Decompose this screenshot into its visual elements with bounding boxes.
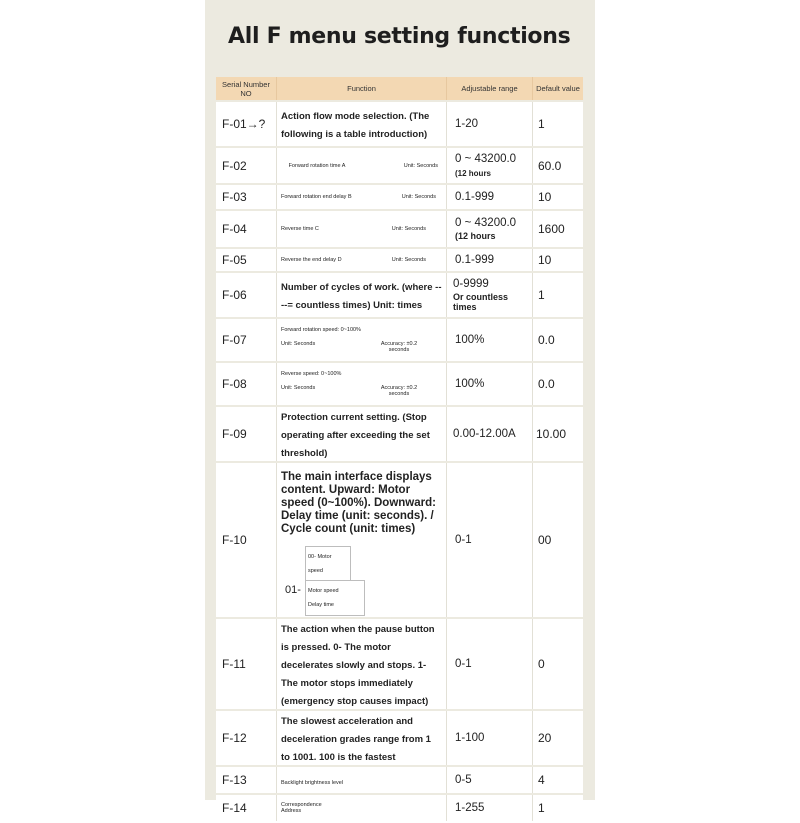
range-cell: 100% [447,363,533,405]
function-text: Number of cycles of work. (where ----= countless times) Unit: times [281,282,442,311]
table-row [216,619,583,709]
default-cell: 10.00 [533,407,583,461]
table-row [216,767,583,793]
function-unit: Unit: Seconds [401,194,436,200]
serial-cell: F-14 [216,795,277,821]
function-cell [277,319,447,361]
range-note: (12 hours [455,231,496,241]
serial-cell: F-04 [216,211,277,247]
serial-cell: F-02 [216,148,277,183]
function-text: The action when the pause button is pressed. 0- The motor decelerates slowly and stops. 1- The motor stops immediately (emergency stop causes impact) [281,624,435,707]
page-title: All F menu setting functions [228,24,571,49]
function-cell [277,711,447,765]
range-value: 0 ~ 43200.0 [455,153,517,165]
table-row [216,102,583,146]
default-cell: 00 [533,463,583,617]
header-function: Function [277,77,447,100]
range-cell: 1-255 [447,795,533,821]
default-cell: 1 [533,273,583,317]
function-text: Forward rotation time A [288,162,346,169]
range-cell: 1-100 [447,711,533,765]
serial-cell: F-05 [216,249,277,271]
function-cell [277,407,447,461]
table-header-row [216,77,583,100]
range-cell: 0.1-999 [447,249,533,271]
range-cell: 0.1-999 [447,185,533,209]
range-cell: 100% [447,319,533,361]
range-cell: 0-1 [447,619,533,709]
serial-cell: F-07 [216,319,277,361]
mode-00-line1: 00- Motor speed [308,553,332,574]
function-text: Forward rotation end delay B [281,194,352,200]
function-unit: Unit: Seconds [391,257,426,263]
table-row [216,319,583,361]
table-row [216,363,583,405]
range-cell [447,211,533,247]
range-cell: 0.00-12.00A [447,407,533,461]
function-cell [277,363,447,405]
range-value: 0-9999 [453,278,489,290]
mode-01-prefix: 01- [285,583,301,596]
function-cell [277,273,447,317]
serial-cell: F-13 [216,767,277,793]
default-cell: 1600 [533,211,583,247]
function-text: Reverse time C [281,226,319,232]
settings-table [216,75,583,823]
table-row [216,148,583,183]
function-accuracy: Accuracy: ±0.2 seconds [380,341,418,353]
range-note: Or countless times [453,292,509,312]
default-cell: 0 [533,619,583,709]
function-unit: Unit: Seconds [281,341,316,347]
default-cell: 0.0 [533,319,583,361]
function-text: Backlight brightness level [281,780,344,786]
default-cell: 10 [533,185,583,209]
header-range: Adjustable range [447,77,533,100]
function-unit: Unit: Seconds [281,385,316,391]
function-text: Action flow mode selection. (The following is a table introduction) [281,111,430,140]
mode-01-line1: Motor speed [308,587,339,594]
function-text: Protection current setting. (Stop operating after exceeding the set threshold) [281,412,430,459]
serial-cell: F-10 [216,463,277,617]
table-row [216,407,583,461]
table-row [216,273,583,317]
function-unit: Unit: Seconds [403,162,438,169]
serial-cell: F-11 [216,619,277,709]
function-cell [277,102,447,146]
default-cell: 4 [533,767,583,793]
serial-cell: F-03 [216,185,277,209]
mode-01-box [305,580,365,616]
function-cell [277,767,447,793]
function-text: Correspondence Address [281,802,322,814]
function-cell [277,619,447,709]
default-cell: 1 [533,795,583,821]
mode-01-line2: Delay time [308,601,334,608]
serial-cell: F-06 [216,273,277,317]
function-cell [277,795,447,821]
range-cell: 0-5 [447,767,533,793]
range-cell: 0-1 [447,463,533,617]
table-row [216,463,583,617]
default-cell: 20 [533,711,583,765]
function-unit: Unit: Seconds [391,226,426,232]
range-note: (12 hours [455,169,492,178]
function-text: The main interface displays content. Upward: Motor speed (0~100%). Downward: Delay time (unit: seconds). / Cycle count (unit: times) [281,470,436,535]
default-cell: 60.0 [533,148,583,183]
function-text: Reverse the end delay D [281,257,342,263]
serial-cell: F-08 [216,363,277,405]
table-row [216,211,583,247]
serial-cell: F-12 [216,711,277,765]
serial-cell: F-01→? [216,102,277,146]
header-serial: Serial Number NO [216,77,277,100]
serial-cell: F-09 [216,407,277,461]
function-cell [277,211,447,247]
table-row [216,711,583,765]
table-row [216,185,583,209]
range-cell [447,148,533,183]
function-accuracy: Accuracy: ±0.2 seconds [380,385,418,397]
table-row [216,249,583,271]
display-mode-illustration [281,546,442,610]
default-cell: 1 [533,102,583,146]
default-cell: 10 [533,249,583,271]
table-row [216,795,583,821]
function-cell [277,249,447,271]
function-text: Reverse speed: 0~100% [281,371,342,377]
range-cell: 1-20 [447,102,533,146]
function-cell [277,185,447,209]
function-text: The slowest acceleration and deceleration grades range from 1 to 1001. 100 is the fastest [281,716,431,763]
function-cell [277,463,447,617]
default-cell: 0.0 [533,363,583,405]
function-cell [277,148,447,183]
range-cell [447,273,533,317]
function-text: Forward rotation speed: 0~100% [281,327,361,333]
header-default: Default value [533,77,583,100]
range-value: 0 ~ 43200.0 [455,217,517,229]
